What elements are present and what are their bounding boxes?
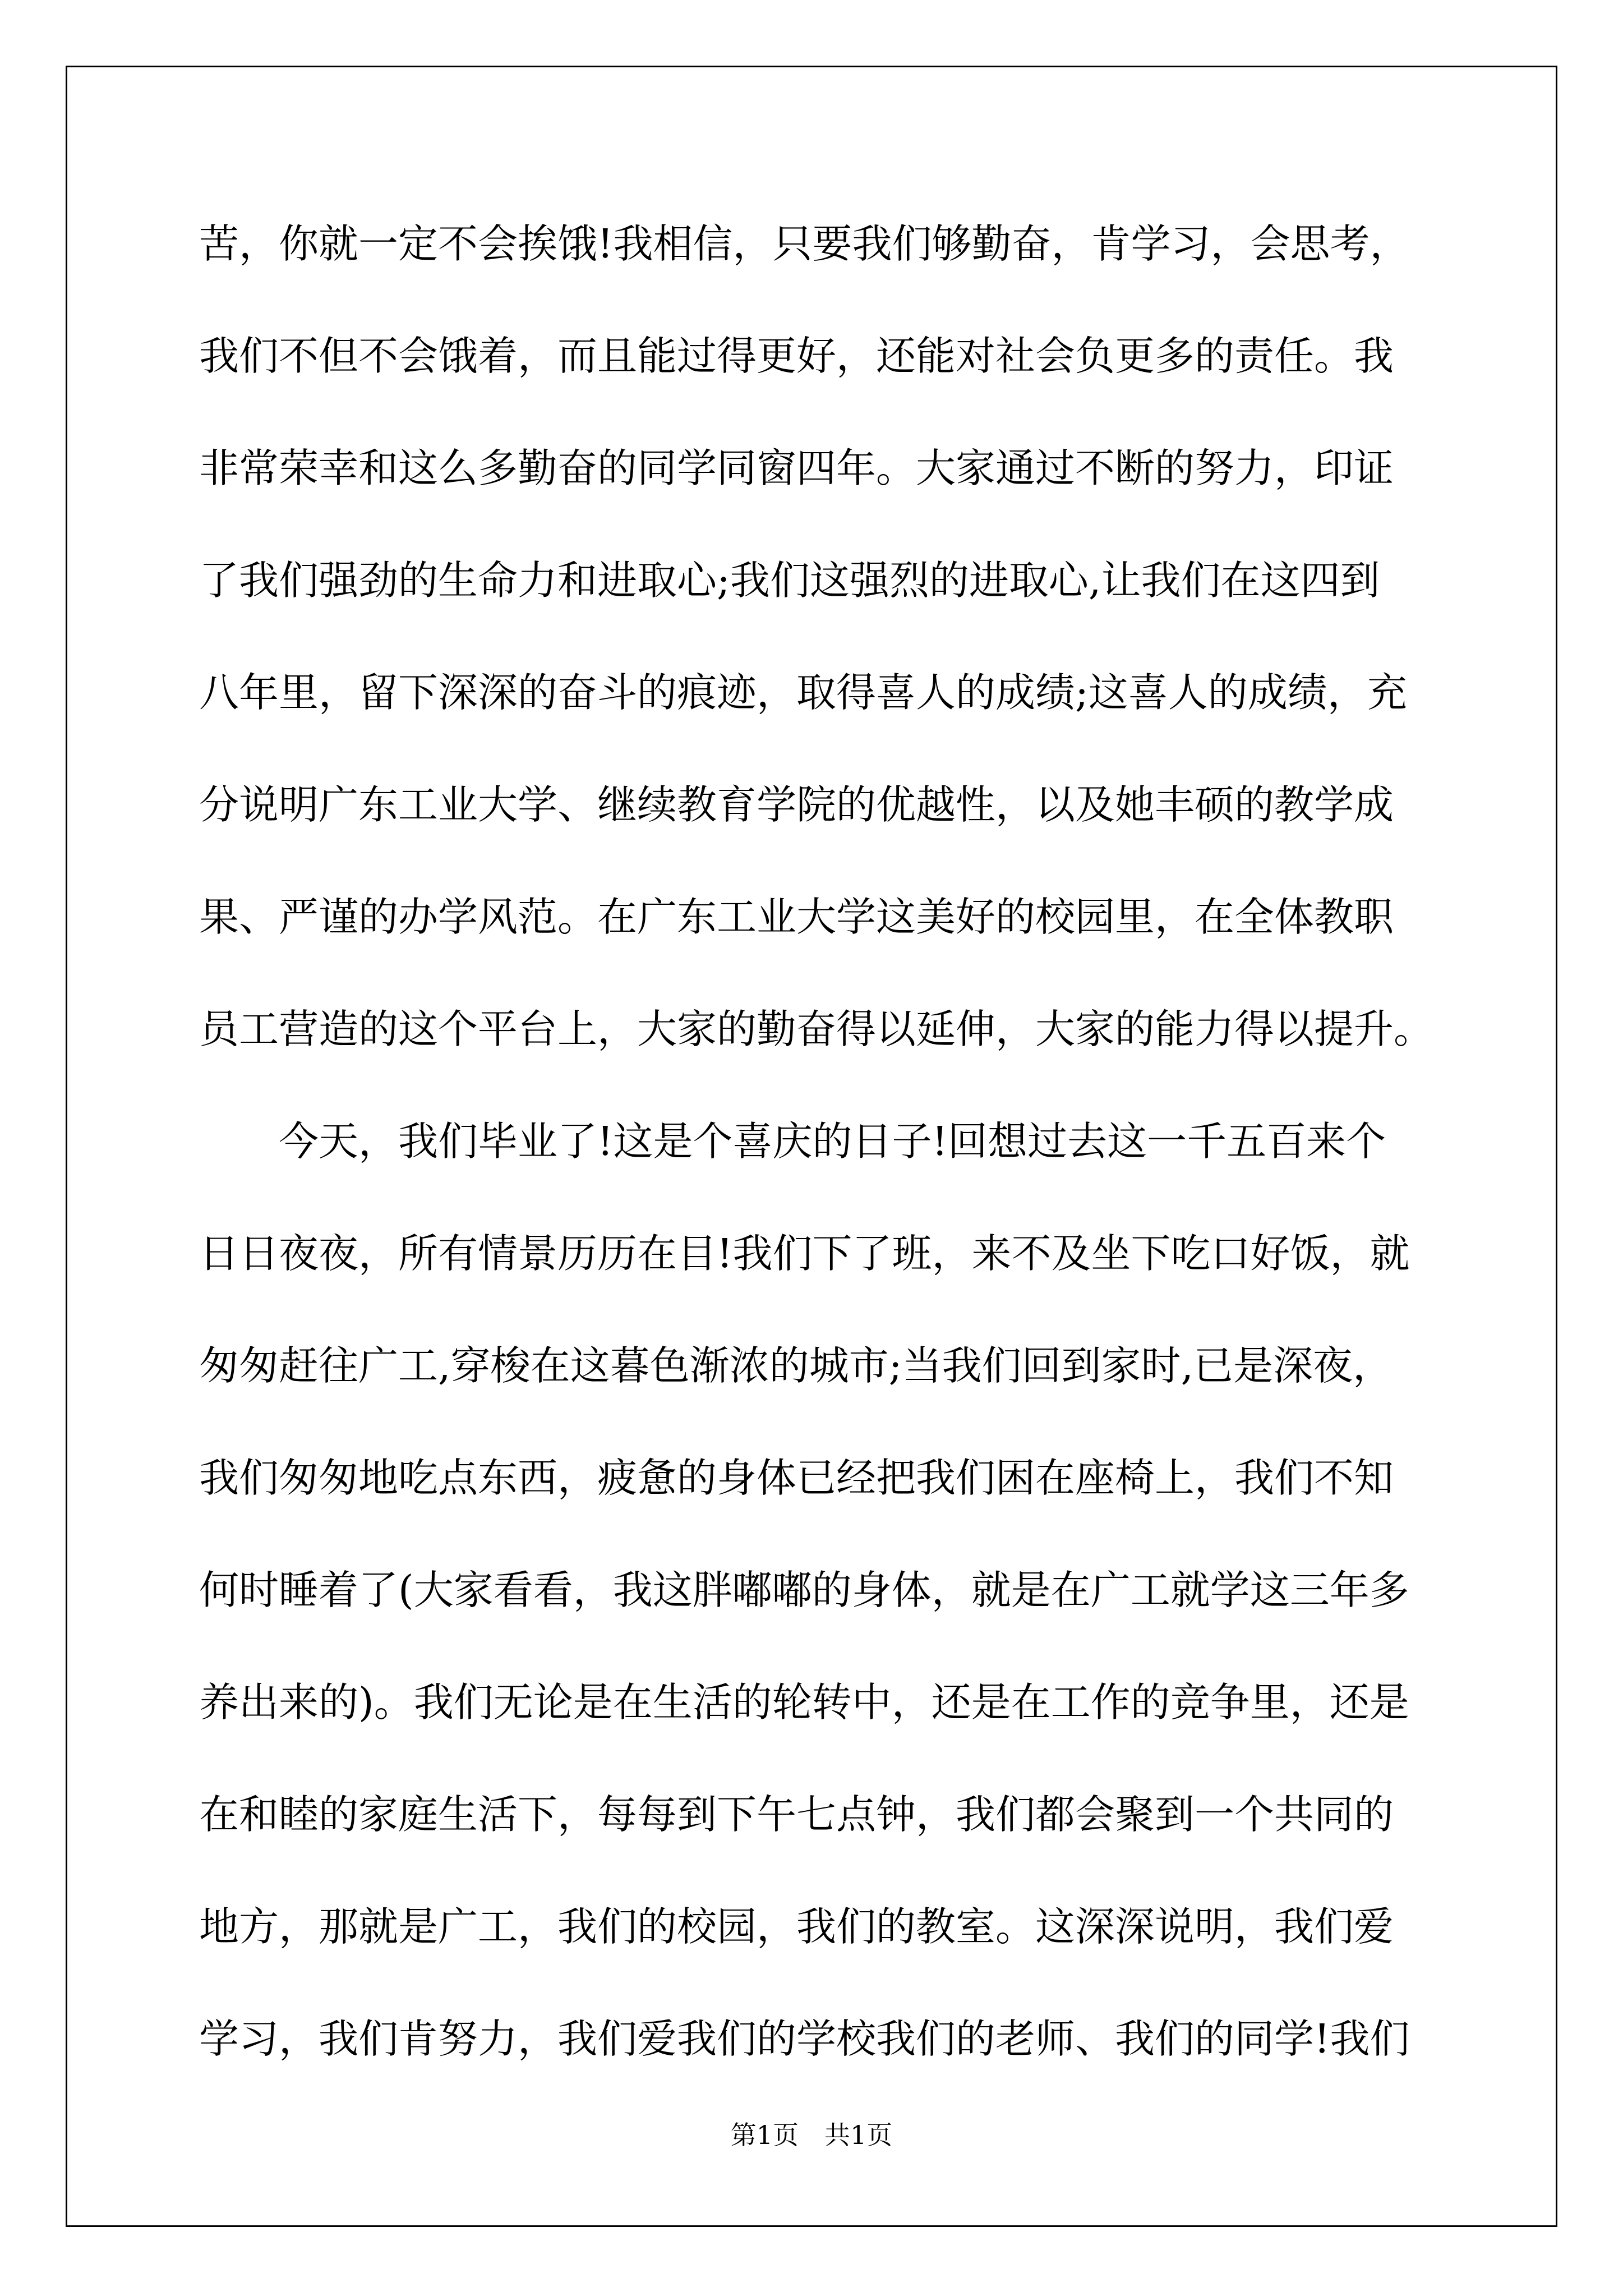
text-line: 我们不但不会饿着，而且能过得更好，还能对社会负更多的责任。我 (199, 333, 1394, 379)
text-line: 今天，我们毕业了!这是个喜庆的日子!回想过去这一千五百来个 (199, 1118, 1386, 1165)
page-footer: 第1页 共1页 (730, 2120, 893, 2150)
text-line: 我们匆匆地吃点东西，疲惫的身体已经把我们困在座椅上，我们不知 (199, 1455, 1394, 1501)
text-line: 果、严谨的办学风范。在广东工业大学这美好的校园里，在全体教职 (199, 894, 1394, 940)
text-line: 了我们强劲的生命力和进取心;我们这强烈的进取心,让我们在这四到 (199, 557, 1380, 604)
text-line: 日日夜夜，所有情景历历在目!我们下了班，来不及坐下吃口好饭，就 (199, 1230, 1410, 1277)
text-line: 苦，你就一定不会挨饿!我相信，只要我们够勤奋，肯学习，会思考， (199, 220, 1410, 267)
text-line: 非常荣幸和这么多勤奋的同学同窗四年。大家通过不断的努力，印证 (199, 445, 1394, 491)
text-line: 在和睦的家庭生活下，每每到下午七点钟，我们都会聚到一个共同的 (199, 1791, 1394, 1838)
text-line: 地方，那就是广工，我们的校园，我们的教室。这深深说明，我们爱 (199, 1903, 1394, 1950)
text-line: 员工营造的这个平台上，大家的勤奋得以延伸，大家的能力得以提升。 (199, 1006, 1434, 1052)
text-line: 何时睡着了(大家看看，我这胖嘟嘟的身体，就是在广工就学这三年多 (199, 1567, 1409, 1613)
text-line: 学习，我们肯努力，我们爱我们的学校我们的老师、我们的同学!我们 (199, 2016, 1410, 2062)
text-line: 匆匆赶往广工,穿梭在这暮色渐浓的城市;当我们回到家时,已是深夜， (199, 1342, 1393, 1389)
text-line: 八年里，留下深深的奋斗的痕迹，取得喜人的成绩;这喜人的成绩，充 (199, 669, 1407, 716)
text-line: 分说明广东工业大学、继续教育学院的优越性，以及她丰硕的教学成 (199, 781, 1394, 828)
text-line: 养出来的)。我们无论是在生活的轮转中，还是在工作的竞争里，还是 (199, 1679, 1409, 1726)
